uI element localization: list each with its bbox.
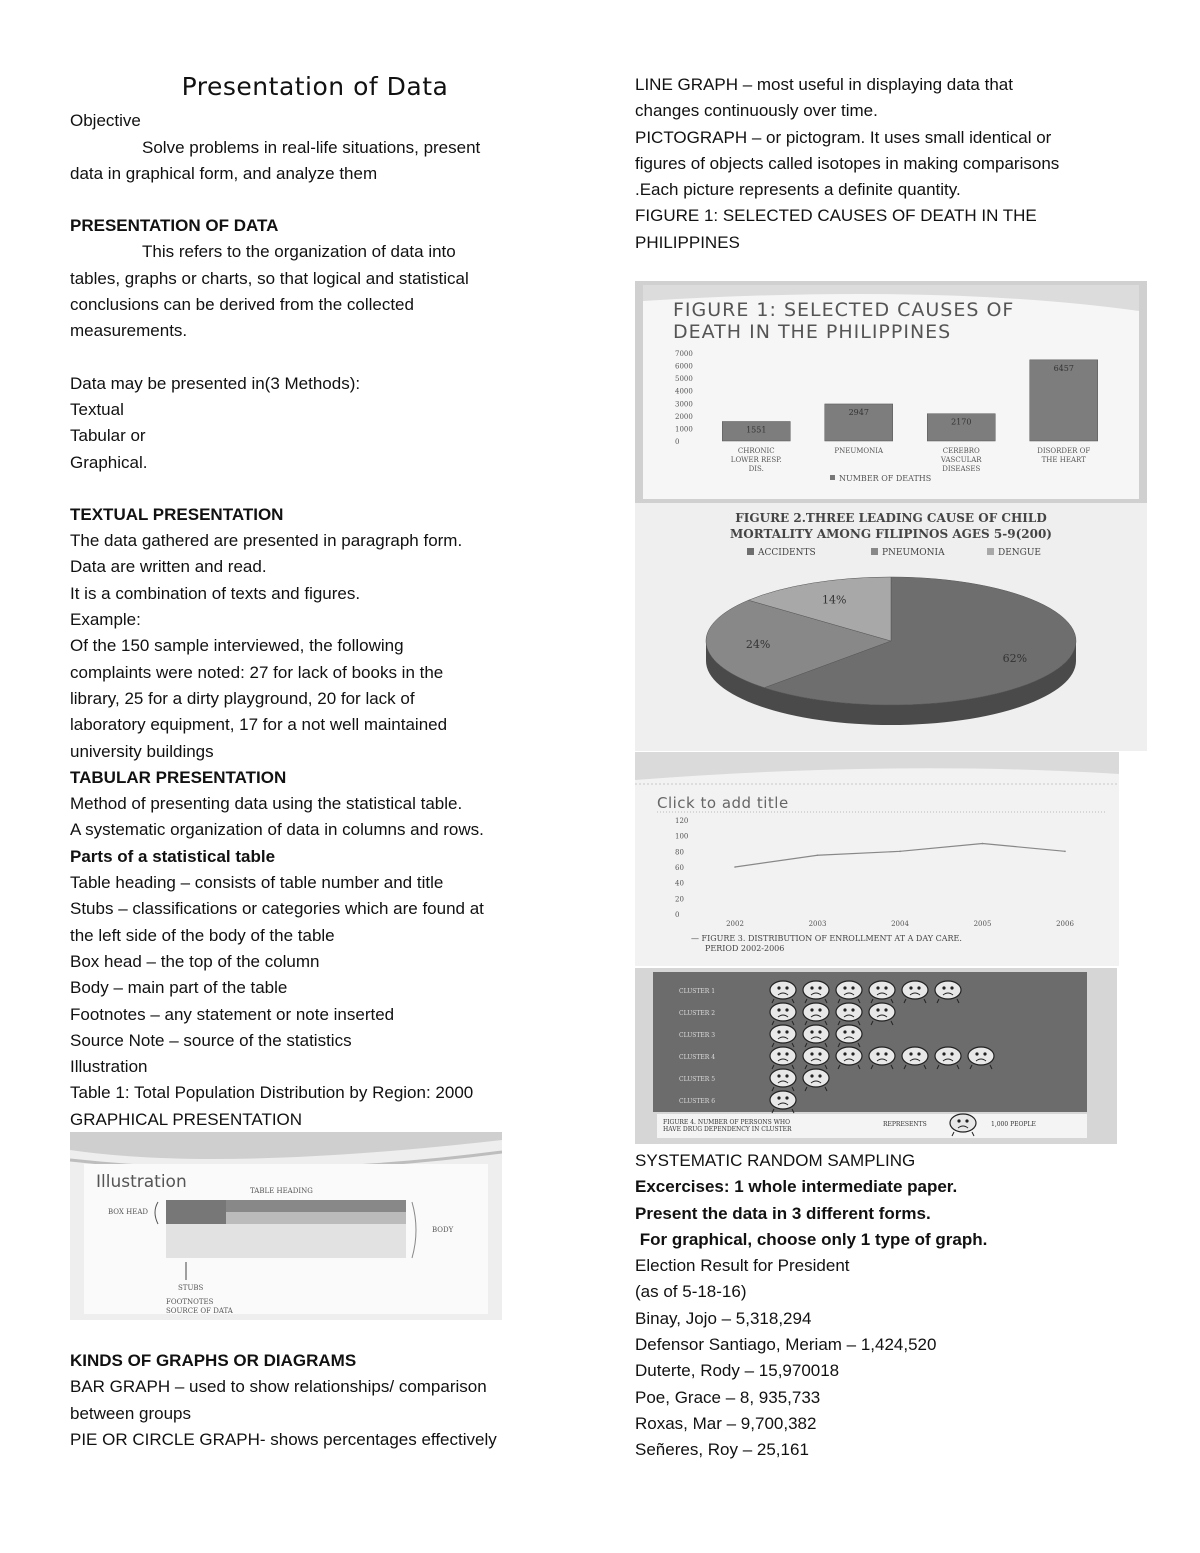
- person-icon: [803, 1047, 829, 1065]
- subsection-heading: Parts of a statistical table: [70, 846, 276, 866]
- paragraph-line: the left side of the body of the table: [70, 925, 335, 945]
- pictograph: [635, 968, 1117, 1144]
- pictograph-category-label: CLUSTER 4: [679, 1054, 716, 1061]
- person-icon-eye: [909, 986, 912, 989]
- bar-value-label: 2947: [848, 407, 869, 417]
- person-icon: [950, 1114, 976, 1132]
- paragraph-line: Illustration: [70, 1057, 148, 1077]
- pie-chart-title-line1: FIGURE 2.THREE LEADING CAUSE OF CHILD: [735, 511, 1047, 525]
- person-icon-eye: [777, 1096, 780, 1099]
- line-point: [899, 851, 901, 853]
- person-icon-eye: [843, 1052, 846, 1055]
- person-icon: [902, 1047, 928, 1065]
- bar-y-tick: 7000: [675, 350, 693, 358]
- person-icon-eye: [785, 1074, 788, 1077]
- pie-chart-figure: [635, 503, 1147, 751]
- bar-y-tick: 1000: [675, 425, 693, 434]
- pie-value-label: 62%: [1002, 651, 1028, 665]
- person-icon-eye: [965, 1119, 968, 1122]
- paragraph-line: Example:: [70, 610, 141, 630]
- paragraph-line: A systematic organization of data in columns and rows.: [70, 820, 484, 840]
- person-icon-eye: [843, 1008, 846, 1011]
- paragraph-line: This refers to the organization of data into: [142, 242, 456, 262]
- paragraph-line: .Each picture represents a definite quantity.: [635, 180, 961, 200]
- line-y-tick: 0: [675, 911, 680, 919]
- exercise-line: Excercises: 1 whole intermediate paper.: [635, 1177, 958, 1197]
- line-chart: [635, 752, 1119, 966]
- person-icon-eye: [818, 1074, 821, 1077]
- person-icon-eye: [843, 1030, 846, 1033]
- person-icon-eye: [909, 1052, 912, 1055]
- line-chart-title: Click to add title: [657, 794, 789, 812]
- person-icon-eye: [917, 986, 920, 989]
- right-column: [635, 72, 1135, 256]
- exercise-line: Roxas, Mar – 9,700,382: [635, 1413, 817, 1433]
- person-icon-eye: [851, 1030, 854, 1033]
- bar-category-label: CHRONIC LOWER RESP. DIS.: [730, 447, 782, 473]
- bar-chart-legend: NUMBER OF DEATHS: [839, 474, 932, 483]
- section-heading: TABULAR PRESENTATION: [70, 767, 287, 787]
- pie-legend-swatch: [987, 548, 994, 555]
- paragraph-line: PHILIPPINES: [635, 232, 740, 252]
- bar-y-tick: 5000: [675, 375, 693, 384]
- person-icon-eye: [777, 986, 780, 989]
- objective-label: Objective: [70, 111, 141, 131]
- paragraph-line: measurements.: [70, 321, 188, 341]
- pictograph-category-label: CLUSTER 2: [679, 1010, 716, 1017]
- bar-category-label: PNEUMONIA: [834, 447, 884, 455]
- paragraph-line: tables, graphs or charts, so that logical and statistical: [70, 268, 469, 288]
- person-icon-eye: [810, 1008, 813, 1011]
- pictograph-category-label: CLUSTER 6: [679, 1098, 716, 1105]
- person-icon: [770, 1091, 796, 1109]
- exercise-line: Señeres, Roy – 25,161: [635, 1440, 809, 1460]
- line-point: [817, 854, 819, 856]
- bar-chart: [635, 281, 1147, 503]
- person-icon: [836, 1025, 862, 1043]
- method-item: Textual: [70, 399, 124, 419]
- illustration-footnotes: FOOTNOTES: [166, 1298, 214, 1306]
- paragraph-line: conclusions can be derived from the collected: [70, 295, 414, 315]
- section-heading: PRESENTATION OF DATA: [70, 216, 279, 236]
- bar-chart-title-line2: DEATH IN THE PHILIPPINES: [673, 321, 952, 343]
- pictograph-category-label: CLUSTER 5: [679, 1076, 716, 1083]
- pictograph-caption-line2: HAVE DRUG DEPENDENCY IN CLUSTER: [663, 1126, 792, 1133]
- line-x-tick: 2005: [973, 920, 992, 928]
- person-icon: [935, 1047, 961, 1065]
- paragraph-line: Source Note – source of the statistics: [70, 1030, 352, 1050]
- bar-value-label: 6457: [1053, 363, 1074, 373]
- person-icon: [803, 1003, 829, 1021]
- person-icon-eye: [950, 1052, 953, 1055]
- person-icon: [803, 981, 829, 999]
- person-icon: [836, 1003, 862, 1021]
- person-icon: [770, 981, 796, 999]
- person-icon: [869, 1003, 895, 1021]
- pie-value-label: 24%: [745, 637, 771, 651]
- exercise-line: Duterte, Rody – 15,970018: [635, 1361, 840, 1381]
- paragraph-line: Of the 150 sample interviewed, the following: [70, 636, 404, 656]
- person-icon-eye: [843, 986, 846, 989]
- method-item: Tabular or: [70, 426, 146, 446]
- bar-y-tick: 6000: [675, 362, 693, 371]
- person-icon: [770, 1025, 796, 1043]
- person-icon-eye: [876, 1008, 879, 1011]
- paragraph-line: complaints were noted: 27 for lack of books in the: [70, 662, 444, 682]
- illustration-stubs: STUBS: [178, 1284, 204, 1292]
- person-icon-eye: [777, 1052, 780, 1055]
- person-icon-eye: [851, 986, 854, 989]
- line-y-tick: 120: [675, 817, 689, 825]
- person-icon-eye: [785, 1008, 788, 1011]
- line-x-tick: 2004: [891, 920, 909, 928]
- exercise-line: SYSTEMATIC RANDOM SAMPLING: [635, 1151, 916, 1170]
- paragraph-line: It is a combination of texts and figures.: [70, 583, 361, 603]
- pictograph-key-label: REPRESENTS: [883, 1121, 927, 1128]
- illustration-source: SOURCE OF DATA: [166, 1307, 233, 1315]
- person-icon-eye: [975, 1052, 978, 1055]
- bar-chart-title-line1: FIGURE 1: SELECTED CAUSES OF: [673, 299, 1015, 321]
- person-icon-eye: [950, 986, 953, 989]
- objective-text: data in graphical form, and analyze them: [70, 163, 378, 183]
- paragraph-line: laboratory equipment, 17 for a not well maintained: [70, 715, 448, 735]
- bar-y-tick: 2000: [675, 412, 693, 421]
- kinds-section: [70, 1348, 560, 1453]
- line-x-tick: 2006: [1056, 920, 1074, 928]
- person-icon: [869, 981, 895, 999]
- exercise-line: (as of 5-18-16): [635, 1282, 747, 1302]
- bar-y-tick: 3000: [675, 400, 693, 409]
- pictograph-figure: [635, 968, 1117, 1144]
- paragraph-line: BAR GRAPH – used to show relationships/ comparison: [70, 1377, 487, 1397]
- illustration-figure: [70, 1132, 502, 1320]
- paragraph-line: university buildings: [70, 741, 214, 761]
- bar-value-label: 2170: [951, 417, 972, 427]
- pie-chart-title-line2: MORTALITY AMONG FILIPINOS AGES 5-9(200): [730, 527, 1052, 541]
- pictograph-category-label: CLUSTER 1: [679, 988, 716, 995]
- person-icon: [803, 1069, 829, 1087]
- person-icon-eye: [884, 986, 887, 989]
- pie-legend-label: PNEUMONIA: [882, 548, 945, 558]
- person-icon-eye: [917, 1052, 920, 1055]
- paragraph-line: PIE OR CIRCLE GRAPH- shows percentages effectively: [70, 1429, 497, 1449]
- exercise-section: [635, 1148, 1155, 1464]
- paragraph-line: Table heading – consists of table number and title: [70, 873, 444, 893]
- person-icon-eye: [818, 1008, 821, 1011]
- line-point: [1064, 851, 1066, 853]
- pictograph-key-value: 1,000 PEOPLE: [991, 1121, 1036, 1128]
- person-icon-eye: [785, 1052, 788, 1055]
- line-y-tick: 100: [675, 832, 689, 841]
- paragraph-line: Data may be presented in(3 Methods):: [70, 373, 361, 393]
- person-icon-eye: [942, 986, 945, 989]
- person-icon: [836, 981, 862, 999]
- paragraph-line: Stubs – classifications or categories which are found at: [70, 899, 484, 919]
- paragraph-line: Method of presenting data using the statistical table.: [70, 794, 463, 814]
- method-item: Graphical.: [70, 452, 148, 472]
- line-chart-figure: [635, 752, 1119, 966]
- bar-y-tick: 0: [675, 438, 680, 446]
- line-x-tick: 2003: [808, 920, 827, 928]
- person-icon: [803, 1025, 829, 1043]
- pie-legend-swatch: [747, 548, 754, 555]
- paragraph-line: PICTOGRAPH – or pictogram. It uses small identical or: [635, 127, 1052, 147]
- person-icon-eye: [785, 986, 788, 989]
- person-icon: [968, 1047, 994, 1065]
- person-icon: [770, 1047, 796, 1065]
- paragraph-line: figures of objects called isotopes in making comparisons: [635, 153, 1060, 173]
- bar-y-tick: 4000: [675, 387, 693, 396]
- paragraph-line: FIGURE 1: SELECTED CAUSES OF DEATH IN THE: [635, 206, 1037, 226]
- section-heading: KINDS OF GRAPHS OR DIAGRAMS: [70, 1351, 357, 1370]
- objective-text: Solve problems in real-life situations, present: [142, 137, 481, 157]
- paragraph-line: Footnotes – any statement or note inserted: [70, 1004, 395, 1024]
- paragraph-line: between groups: [70, 1403, 191, 1423]
- paragraph-line: Body – main part of the table: [70, 978, 288, 998]
- bar-category-label: CEREBRO VASCULAR DISEASES: [940, 447, 982, 473]
- illustration-table-heading: TABLE HEADING: [250, 1187, 313, 1195]
- line-x-tick: 2002: [726, 920, 744, 928]
- person-icon-eye: [851, 1008, 854, 1011]
- paragraph-line: Box head – the top of the column: [70, 951, 320, 971]
- bar-category-label: DISORDER OF THE HEART: [1037, 447, 1091, 464]
- person-icon-eye: [818, 1052, 821, 1055]
- page-title: Presentation of Data: [181, 72, 449, 101]
- person-icon-eye: [818, 986, 821, 989]
- person-icon-eye: [777, 1030, 780, 1033]
- person-icon-eye: [876, 1052, 879, 1055]
- paragraph-line: Table 1: Total Population Distribution by Region: 2000: [70, 1083, 474, 1103]
- bar-value-label: 1551: [746, 425, 767, 435]
- illustration-body: BODY: [432, 1226, 454, 1234]
- person-icon-eye: [777, 1074, 780, 1077]
- paragraph-line: LINE GRAPH – most useful in displaying data that: [635, 75, 1013, 94]
- paragraph-line: Data are written and read.: [70, 557, 267, 577]
- person-icon-eye: [818, 1030, 821, 1033]
- line-y-tick: 40: [675, 879, 684, 888]
- line-y-tick: 60: [675, 864, 684, 872]
- line-point: [982, 843, 984, 845]
- pie-value-label: 14%: [822, 593, 847, 607]
- illustration-title: Illustration: [96, 1172, 187, 1192]
- bar-chart-figure: [635, 281, 1147, 503]
- pie-legend-label: ACCIDENTS: [758, 548, 816, 558]
- pictograph-category-label: CLUSTER 3: [679, 1032, 716, 1039]
- person-icon-eye: [942, 1052, 945, 1055]
- pie-chart: [635, 503, 1147, 751]
- left-column: [70, 70, 560, 1133]
- exercise-line: Present the data in 3 different forms.: [635, 1203, 931, 1223]
- person-icon-eye: [876, 986, 879, 989]
- line-point: [734, 866, 736, 868]
- person-icon: [836, 1047, 862, 1065]
- person-icon-eye: [884, 1052, 887, 1055]
- pie-legend-swatch: [871, 548, 878, 555]
- person-icon-eye: [810, 986, 813, 989]
- person-icon-eye: [785, 1030, 788, 1033]
- exercise-line: Election Result for President: [635, 1256, 850, 1276]
- person-icon-eye: [957, 1119, 960, 1122]
- exercise-line: Binay, Jojo – 5,318,294: [635, 1308, 812, 1328]
- exercise-line: Defensor Santiago, Meriam – 1,424,520: [635, 1335, 937, 1355]
- line-y-tick: 80: [675, 848, 684, 857]
- person-icon-eye: [777, 1008, 780, 1011]
- exercise-line: For graphical, choose only 1 type of graph.: [635, 1229, 988, 1249]
- line-chart-caption-line1: — FIGURE 3. DISTRIBUTION OF ENROLLMENT AT A DAY CARE.: [691, 934, 962, 943]
- exercise-line: Poe, Grace – 8, 935,733: [635, 1387, 821, 1407]
- pictograph-caption-line1: FIGURE 4. NUMBER OF PERSONS WHO: [663, 1119, 791, 1126]
- illustration-box-head: BOX HEAD: [108, 1208, 148, 1216]
- paragraph-line: changes continuously over time.: [635, 101, 878, 121]
- paragraph-line: The data gathered are presented in paragraph form.: [70, 531, 463, 551]
- person-icon-eye: [785, 1096, 788, 1099]
- line-y-tick: 20: [675, 895, 684, 904]
- person-icon-eye: [983, 1052, 986, 1055]
- person-icon: [935, 981, 961, 999]
- person-icon-eye: [851, 1052, 854, 1055]
- line-chart-caption-line2: PERIOD 2002-2006: [705, 944, 785, 953]
- person-icon: [902, 981, 928, 999]
- person-icon-eye: [810, 1030, 813, 1033]
- person-icon: [770, 1003, 796, 1021]
- paragraph-line: GRAPHICAL PRESENTATION: [70, 1109, 303, 1129]
- person-icon-eye: [810, 1074, 813, 1077]
- person-icon-eye: [810, 1052, 813, 1055]
- person-icon: [869, 1047, 895, 1065]
- paragraph-line: library, 25 for a dirty playground, 20 for lack of: [70, 688, 415, 708]
- section-heading: TEXTUAL PRESENTATION: [70, 504, 284, 524]
- pie-legend-label: DENGUE: [998, 548, 1042, 558]
- person-icon-eye: [884, 1008, 887, 1011]
- person-icon: [770, 1069, 796, 1087]
